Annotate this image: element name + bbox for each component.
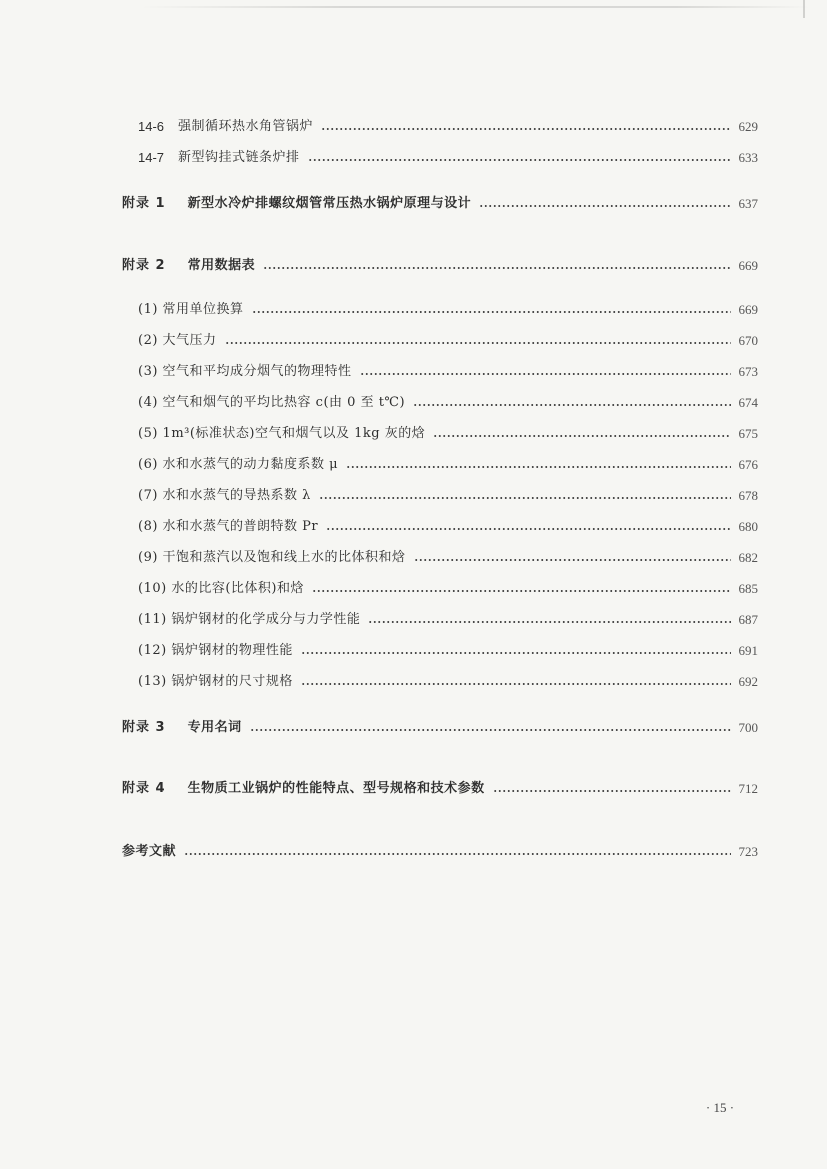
dot-leader bbox=[263, 255, 730, 277]
appendix-number: 附录 4 bbox=[122, 781, 166, 796]
dot-leader bbox=[308, 147, 731, 169]
dot-leader bbox=[414, 547, 731, 569]
toc-item-12[interactable] bbox=[138, 640, 758, 662]
appendix-title: 常用数据表 bbox=[187, 258, 256, 273]
toc-entry-appendix-3[interactable] bbox=[122, 717, 758, 739]
page-ref: 682 bbox=[738, 550, 758, 565]
page-ref: 680 bbox=[738, 519, 758, 534]
dot-leader bbox=[479, 193, 730, 215]
scan-edge-right bbox=[803, 0, 805, 18]
dot-leader bbox=[368, 609, 730, 631]
toc-entry-appendix-1[interactable] bbox=[122, 193, 758, 215]
item-title: (6) 水和水蒸气的动力黏度系数 μ bbox=[138, 457, 339, 472]
item-title: (4) 空气和烟气的平均比热容 c(由 0 至 t℃) bbox=[138, 395, 406, 410]
page-ref: 712 bbox=[738, 781, 758, 796]
dot-leader bbox=[312, 578, 731, 600]
dot-leader bbox=[319, 485, 731, 507]
toc-entry-appendix-2[interactable] bbox=[122, 255, 758, 277]
dot-leader bbox=[250, 717, 731, 739]
toc-item-2[interactable] bbox=[138, 330, 758, 352]
toc-entry-appendix-4[interactable] bbox=[122, 778, 758, 800]
item-title: (12) 锅炉钢材的物理性能 bbox=[138, 643, 293, 658]
dot-leader bbox=[433, 423, 730, 445]
section-title: 新型钩挂式链条炉排 bbox=[178, 150, 300, 165]
item-title: (8) 水和水蒸气的普朗特数 Pr bbox=[138, 519, 319, 534]
page-ref: 692 bbox=[738, 674, 758, 689]
section-code: 14-6 bbox=[138, 119, 165, 134]
dot-leader bbox=[301, 671, 731, 693]
page-ref: 633 bbox=[738, 150, 758, 165]
appendix-number: 附录 3 bbox=[122, 720, 166, 735]
dot-leader bbox=[184, 841, 730, 863]
dot-leader bbox=[225, 330, 731, 352]
page-number: · 15 · bbox=[705, 1100, 735, 1115]
toc-item-5[interactable] bbox=[138, 423, 758, 445]
section-title: 强制循环热水角管锅炉 bbox=[178, 119, 314, 134]
toc-item-4[interactable] bbox=[138, 392, 758, 414]
references-title: 参考文献 bbox=[122, 844, 177, 859]
scan-edge-top bbox=[140, 6, 810, 8]
item-title: (10) 水的比容(比体积)和焓 bbox=[138, 581, 304, 596]
appendix-title: 专用名词 bbox=[187, 720, 242, 735]
dot-leader bbox=[252, 299, 731, 321]
dot-leader bbox=[301, 640, 731, 662]
page-ref: 669 bbox=[738, 258, 758, 273]
item-title: (5) 1m³(标准状态)空气和烟气以及 1kg 灰的焓 bbox=[138, 426, 426, 441]
toc-item-1[interactable] bbox=[138, 299, 758, 321]
page-ref: 676 bbox=[738, 457, 758, 472]
appendix-number: 附录 1 bbox=[122, 196, 166, 211]
page-ref: 700 bbox=[738, 720, 758, 735]
dot-leader bbox=[413, 392, 730, 414]
toc-item-8[interactable] bbox=[138, 516, 758, 538]
item-title: (7) 水和水蒸气的导热系数 λ bbox=[138, 488, 311, 503]
page-ref: 723 bbox=[738, 844, 758, 859]
dot-leader bbox=[346, 454, 730, 476]
page-ref: 678 bbox=[738, 488, 758, 503]
toc-item-10[interactable] bbox=[138, 578, 758, 600]
item-title: (9) 干饱和蒸汽以及饱和线上水的比体积和焓 bbox=[138, 550, 406, 565]
page-ref: 669 bbox=[738, 302, 758, 317]
dot-leader bbox=[326, 516, 730, 538]
toc-item-11[interactable] bbox=[138, 609, 758, 631]
page-ref: 637 bbox=[738, 196, 758, 211]
section-code: 14-7 bbox=[138, 150, 165, 165]
item-title: (13) 锅炉钢材的尺寸规格 bbox=[138, 674, 293, 689]
dot-leader bbox=[321, 116, 730, 138]
toc-item-9[interactable] bbox=[138, 547, 758, 569]
item-title: (2) 大气压力 bbox=[138, 333, 217, 348]
item-title: (3) 空气和平均成分烟气的物理特性 bbox=[138, 364, 352, 379]
dot-leader bbox=[360, 361, 731, 383]
item-title: (11) 锅炉钢材的化学成分与力学性能 bbox=[138, 612, 361, 627]
toc-entry-references[interactable] bbox=[122, 841, 758, 863]
page-ref: 685 bbox=[738, 581, 758, 596]
page-ref: 674 bbox=[738, 395, 758, 410]
page-ref: 673 bbox=[738, 364, 758, 379]
page-ref: 691 bbox=[738, 643, 758, 658]
page-ref: 675 bbox=[738, 426, 758, 441]
appendix-title: 生物质工业锅炉的性能特点、型号规格和技术参数 bbox=[187, 781, 485, 796]
page-ref: 670 bbox=[738, 333, 758, 348]
page-ref: 687 bbox=[738, 612, 758, 627]
dot-leader bbox=[493, 778, 731, 800]
toc-item-7[interactable] bbox=[138, 485, 758, 507]
appendix-number: 附录 2 bbox=[122, 258, 166, 273]
toc-entry-14-7[interactable] bbox=[138, 147, 758, 169]
page-ref: 629 bbox=[738, 119, 758, 134]
appendix-title: 新型水冷炉排螺纹烟管常压热水锅炉原理与设计 bbox=[187, 196, 472, 211]
toc-item-3[interactable] bbox=[138, 361, 758, 383]
toc-entry-14-6[interactable] bbox=[138, 116, 758, 138]
item-title: (1) 常用单位换算 bbox=[138, 302, 244, 317]
toc-item-6[interactable] bbox=[138, 454, 758, 476]
toc-item-13[interactable] bbox=[138, 671, 758, 693]
